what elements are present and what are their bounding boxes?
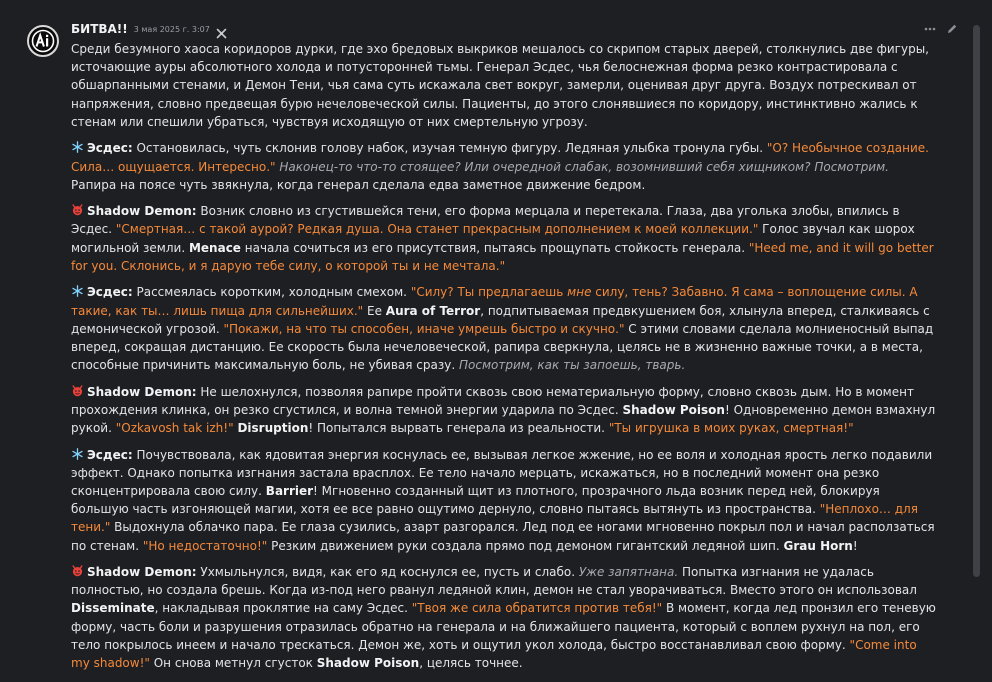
thought-text: Посмотрим, как ты запоешь, тварь. [458,358,686,373]
message-paragraph [71,383,937,438]
bold-text: Эсдес: [87,285,133,300]
narration-text: ! [852,538,858,553]
narration-text: Ее [363,303,386,318]
quote-text: "Но недостаточно!" [142,538,268,553]
demon-emoji [71,384,84,396]
narration-text: ! Попытался вырвать генерала из реальности. [308,421,609,436]
narration-text: Возник словно из сгустившейся тени, его форма мерцала и перетекала. Глаза, два уголька злобы, впились в Эсдес. [71,204,900,237]
bold-text: Grau Horn [783,538,853,553]
pin-icon [216,24,227,35]
snowflake-emoji [71,447,84,459]
bold-text: Эсдес: [87,447,133,462]
bold-text: Shadow Demon: [87,204,197,219]
quote-text: "Смертная… с такой аурой? Редкая душа. Она станет прекрасным дополнением к моей коллекции." [115,222,759,237]
narration-text: В момент, когда лед пронзил его теневую форму, часть боли и разрушения отразилась обратно на генерала и на ближайшего пациента, который с воплем рухнул на пол, его тело покрылось инеем и начало трескаться. Демон же, хоть и ощутил укол холода, быстро восстанавливал свою форму. [71,601,936,652]
message-paragraph [71,139,937,194]
thought-text: Уже запятнана. [578,565,679,580]
demon-emoji [71,203,84,215]
snowflake-emoji [71,284,84,296]
quote-text: "О? Необычное создание. Сила… ощущается. Интересно." [71,141,929,174]
bold-text: Shadow Poison [622,402,725,417]
narration-text: Голос звучал как шорох могильной земли. [71,222,915,255]
message-header [71,21,227,37]
bold-text: Aura of Terror [385,303,481,318]
quote-text: "Покажи, на что ты способен, иначе умрешь быстро и скучно." [223,321,625,336]
narration-text: , накладывая проклятие на саму Эсдес. [154,601,412,616]
narration-text: Рассмеялась коротким, холодным смехом. [132,285,411,300]
message-paragraph [71,202,937,275]
message-paragraph [71,446,937,555]
narration-text: Выдохнула облачко пара. Ее глаза сузились, азарт разгорался. Лед под ее ногами мгновенно покрыл пол и начал расползаться по стенам. [71,520,935,553]
narration-text: Остановилась, чуть склонив голову набок, изучая темную фигуру. Ледяная улыбка тронула губы. [132,141,767,156]
narration-text: ! Одновременно демон взмахнул рукой. [71,402,936,436]
quote-text: "Твоя же сила обратится против тебя!" [411,601,663,616]
narration-text: , подпитываемая предвкушением боя, хлынула вперед, сталкиваясь с демонической угрозой. [71,303,930,336]
narration-text: Рапира на поясе чуть звякнула, когда генерал сделала едва заметное движение бедром. [71,177,646,192]
thought-text: Наконец-то что-то стоящее? Или очередной слабак, возомнивший себя хищником? Посмотрим. [279,159,889,174]
narration-text: Почувствовала, как ядовитая энергия коснулась ее, вызывая легкое жжение, но ее воля и холодная ярость легко подавили эффект. Однако попытка изгнания застала врасплох. Ее тело начало мерцать, искажаться, но в последний момент она резко сконцентрировала свою силу. [71,447,933,498]
narration-text: С этими словами сделала молниеносный выпад вперед, сокращая дистанцию. Ее скорость была нечеловеческой, рапира сверкнула, целясь не в жизненно важные точки, а в места, способные причинить максимальную боль, не убивая сразу. [71,321,934,373]
message-paragraph [71,40,937,131]
message-content [71,40,937,681]
pencil-icon[interactable] [946,20,958,32]
message-actions [924,20,958,32]
quote-text: "Come into my shadow!" [71,637,917,671]
quote-text: "Heed me, and it will go better for you. Склонись, и я дарую тебе силу, о которой ты и не мечтала." [71,240,934,273]
narration-text: Он снова метнул сгусток [149,656,317,671]
message-paragraph [71,283,937,374]
bold-text: Shadow Demon: [87,565,197,580]
narration-text: , целясь точнее. [419,656,523,671]
bold-text: Disruption [237,421,309,436]
timestamp[interactable]: 3 мая 2025 г. 3:07 [133,24,210,34]
quote-text: "Ты игрушка в моих руках, смертная!" [608,421,854,436]
quote-text: силу, тень? Забавно. Я сама – воплощение силы. А такие, как ты… лишь пища для сильнейших." [71,285,918,318]
demon-emoji [71,564,84,576]
narration-text: Попытка изгнания не удалась полностью, но создала брешь. Когда из-под него рванул ледяной клин, демон не стал уворачиваться. Вместо этого он использовал [71,565,917,598]
message-paragraph [71,563,937,672]
bold-text: Shadow Poison [316,656,420,671]
more-icon[interactable] [924,20,936,32]
narration-text: Резким движением руки создала прямо под демоном гигантский ледяной шип. [267,538,784,553]
avatar[interactable] [27,25,59,57]
quote-text: "Силу? Ты предлагаешь [410,285,568,300]
bold-text: Shadow Demon: [87,384,197,399]
narration-text: Не шелохнулся, позволяя рапире пройти сквозь свою нематериальную форму, словно сквозь дым. Но в момент прохождения клинка, он резко сгустился, и волна темной энергии ударила по Эсдес. [71,384,914,417]
bold-text: Menace [188,240,241,255]
narration-text: Среди безумного хаоса коридоров дурки, где эхо бредовых выкриков мешалось со скрипом старых дверей, столкнулись две фигуры, источающие ауры абсолютного холода и потусторонней тьмы. Генерал Эсдес, чья белоснежная форма резко контрастировала с обшарпанными стенами, и Демон Тени, чья сама суть искажала свет вокруг, замерли, оценивая друг друга. Воздух потрескивал от напряжения, словно предвещая бурю нечеловеческой силы. Пациенты, до этого слонявшиеся по коридору, инстинктивно жались к стенам или спешили убраться, чувствуя исходящую от них смертельную угрозу. [71,42,929,129]
quote-text: "Ozkavosh tak izh!" [115,421,234,436]
quote-text: "Неплохо… для тени." [71,502,918,535]
bold-text: Barrier [265,483,314,498]
quote-text: мне [567,285,592,300]
narration-text: ! Мгновенно созданный щит из плотного, прозрачного льда возник перед ней, блокируя большую часть изгоняющей магии, хотя ее все равно ощутимо дернуло, словно пытаясь вытянуть из пространства. [71,483,880,517]
narration-text: начала сочиться из его присутствия, пытаясь прощупать стойкость генерала. [240,240,749,255]
author-name[interactable]: БИТВА!! [71,22,128,36]
bold-text: Disseminate [71,601,155,616]
narration-text: Ухмыльнулся, видя, как его яд коснулся ее, пусть и слабо. [196,565,579,580]
snowflake-emoji [71,140,84,152]
scrollbar[interactable] [973,25,980,577]
bold-text: Эсдес: [87,141,133,156]
